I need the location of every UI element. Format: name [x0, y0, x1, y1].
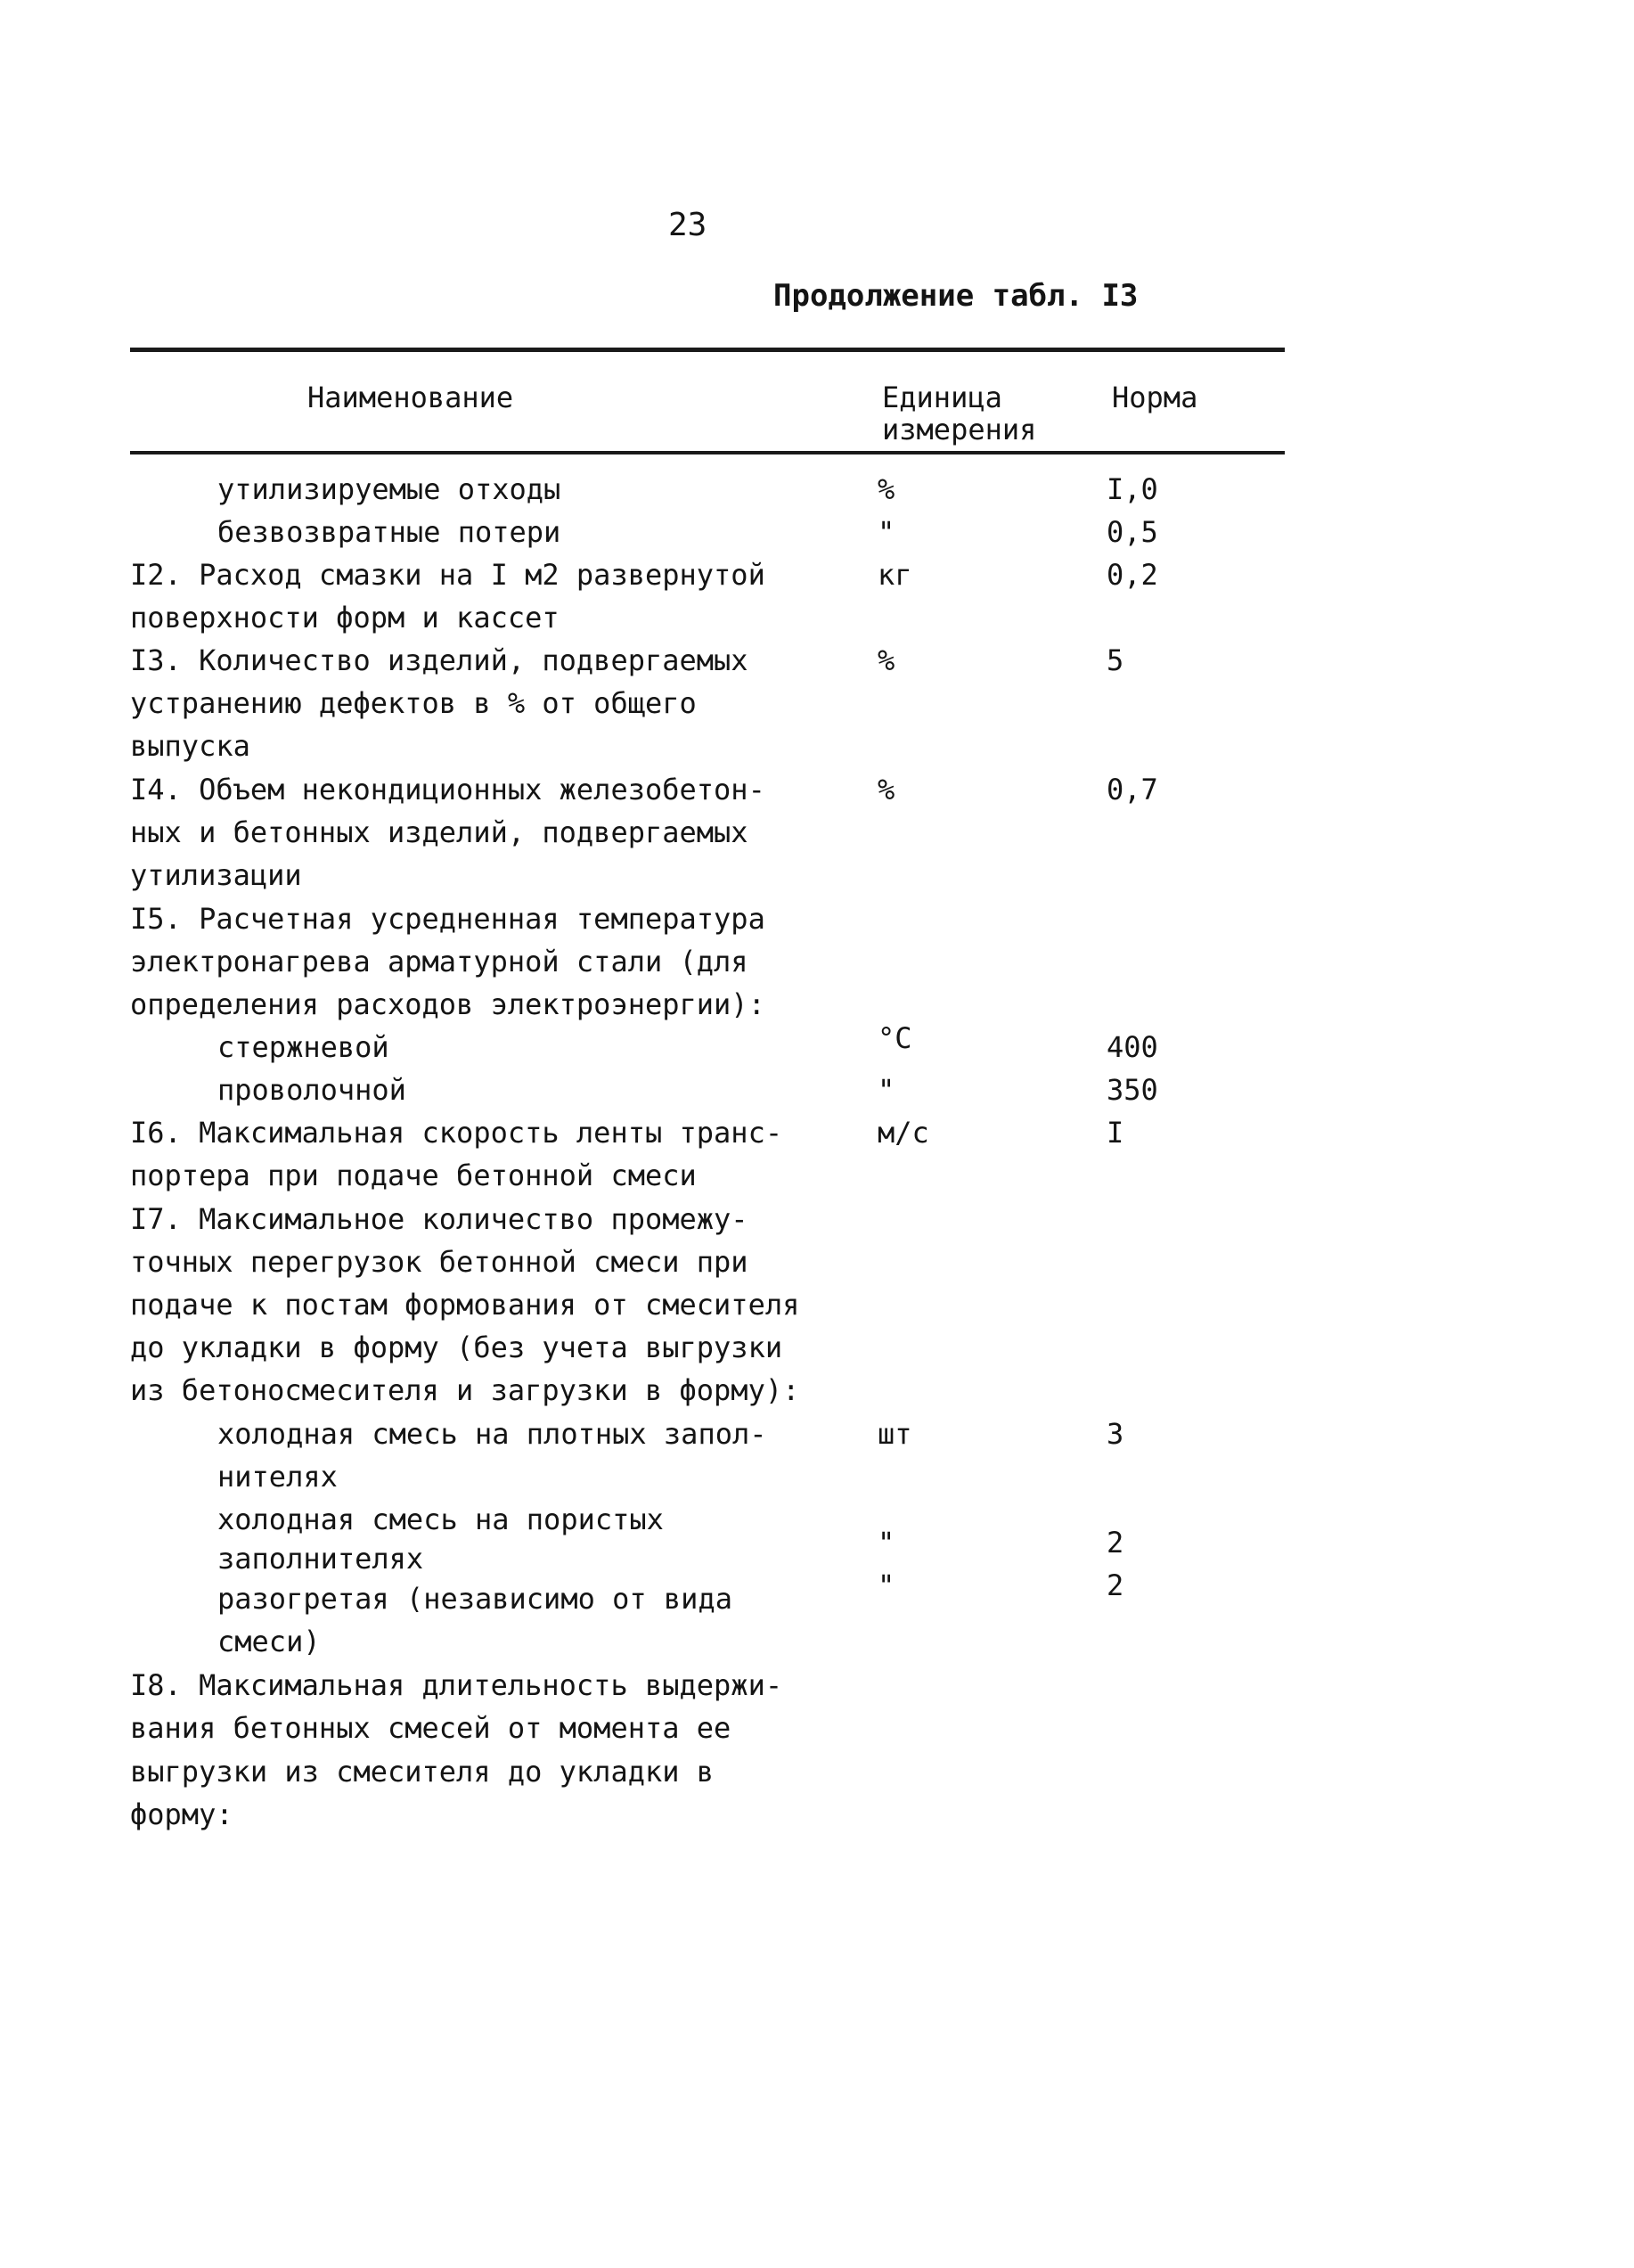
row-name-line: I8. Максимальная длительность выдержи- [130, 1668, 783, 1702]
row-norm: 0,7 [1107, 773, 1158, 806]
row-name-line: холодная смесь на пористых [217, 1502, 664, 1536]
row-name-line: нителях [217, 1460, 338, 1494]
row-name-line: поверхности форм и кассет [130, 601, 560, 635]
table-continuation-caption: Продолжение табл. I3 [773, 278, 1139, 314]
row-unit: " [878, 1568, 895, 1602]
row-norm: I,0 [1107, 472, 1158, 506]
row-unit: " [878, 1526, 895, 1560]
header-unit [882, 381, 1036, 446]
header-norm: Норма [1112, 381, 1198, 414]
row-name-line: I2. Расход смазки на I м2 развернутой [130, 558, 765, 592]
row-name-line: I3. Количество изделий, подвергаемых [130, 643, 748, 677]
row-name-line: из бетоносмесителя и загрузки в форму): [130, 1373, 800, 1407]
row-name-line: холодная смесь на плотных запол- [217, 1417, 767, 1451]
row-unit: шт [878, 1417, 912, 1451]
row-norm: 400 [1107, 1030, 1158, 1064]
row-unit: " [878, 1073, 895, 1107]
row-name-line: форму: [130, 1797, 233, 1831]
row-norm: 5 [1107, 643, 1124, 677]
header-unit-line1: Единица [882, 381, 1002, 414]
row-name-line: I7. Максимальное количество промежу- [130, 1202, 748, 1236]
row-name-line: вания бетонных смесей от момента ее [130, 1711, 731, 1745]
row-name-line: ных и бетонных изделий, подвергаемых [130, 815, 748, 849]
row-name-line: электронагрева арматурной стали (для [130, 945, 748, 978]
row-norm: 2 [1107, 1568, 1124, 1602]
table-header-rule [130, 451, 1285, 454]
row-name-line: I6. Максимальная скорость ленты транс- [130, 1116, 783, 1150]
row-name-line: I5. Расчетная усредненная температура [130, 902, 765, 936]
row-unit: м/с [878, 1116, 929, 1150]
row-norm: I [1107, 1116, 1124, 1150]
header-unit-line2: измерения [882, 413, 1037, 446]
row-norm: 350 [1107, 1073, 1158, 1107]
row-name-line: утилизации [130, 858, 302, 892]
row-unit: °С [878, 1021, 912, 1055]
row-name-line: устранению дефектов в % от общего [130, 686, 697, 720]
row-name-line: разогретая (независимо от вида [217, 1582, 732, 1616]
row-name-line: утилизируемые отходы [217, 472, 561, 506]
page-number: 23 [668, 207, 707, 243]
row-name-line: портера при подаче бетонной смеси [130, 1159, 697, 1192]
row-name-line: выгрузки из смесителя до укладки в [130, 1755, 715, 1789]
row-name-line: точных перегрузок бетонной смеси при [130, 1245, 748, 1279]
row-norm: 0,5 [1107, 515, 1158, 549]
row-name-line: выпуска [130, 729, 250, 763]
row-name-line: определения расходов электроэнергии): [130, 987, 765, 1021]
row-norm: 3 [1107, 1417, 1124, 1451]
header-name: Наименование [307, 381, 514, 414]
row-name-line: стержневой [217, 1030, 389, 1064]
row-name-line: проволочной [217, 1073, 406, 1107]
row-name-line: заполнителях [217, 1542, 424, 1576]
row-name-line: подаче к постам формования от смесителя [130, 1288, 800, 1322]
row-name-line: безвозвратные потери [217, 515, 561, 549]
row-unit: " [878, 515, 895, 549]
table-top-rule [130, 348, 1285, 352]
row-unit: кг [878, 558, 912, 592]
row-unit: % [878, 472, 895, 506]
row-norm: 2 [1107, 1526, 1124, 1560]
row-name-line: I4. Объем некондиционных железобетон- [130, 773, 765, 806]
row-unit: % [878, 773, 895, 806]
row-norm: 0,2 [1107, 558, 1158, 592]
row-unit: % [878, 643, 895, 677]
row-name-line: до укладки в форму (без учета выгрузки [130, 1331, 783, 1364]
row-name-line: смеси) [217, 1625, 321, 1658]
